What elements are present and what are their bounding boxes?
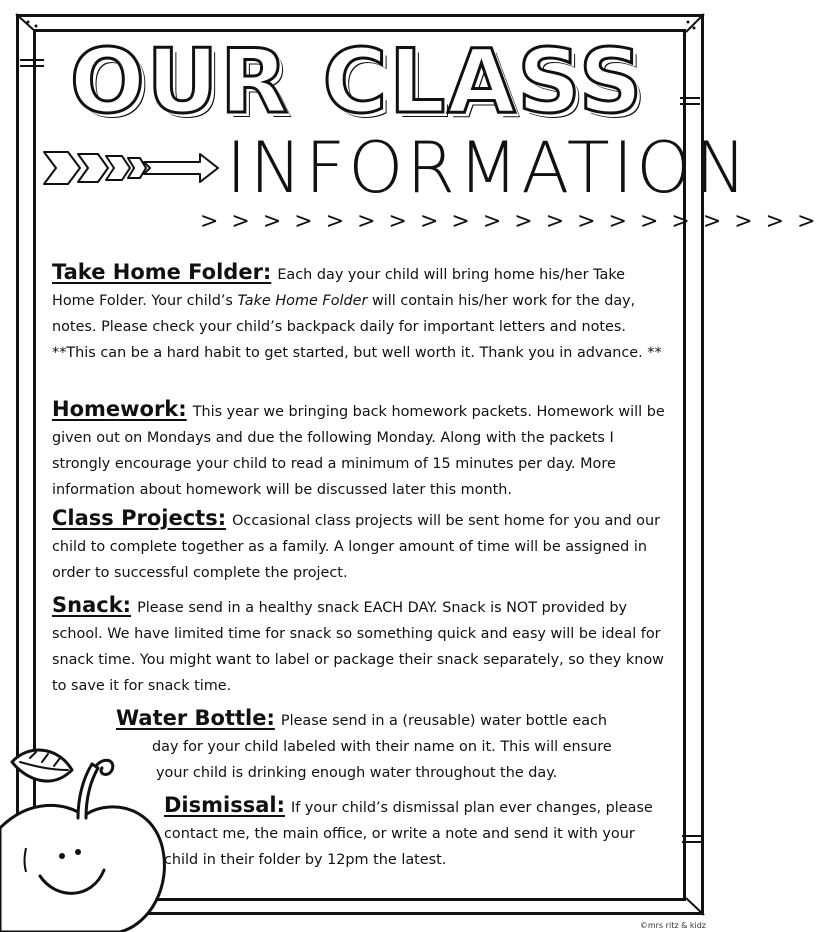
section-heading: Homework: [52,397,187,421]
section-take-home-folder [52,259,670,366]
section-text: your child is drinking enough water throughout the day. [156,765,558,781]
section-homework [52,396,670,503]
page-subtitle: INFORMATION [226,127,750,209]
copyright-note: ©mrs ritz & kidz [639,921,706,930]
apple-icon [0,740,170,932]
chevron-divider: > > > > > > > > > > > > > > > > > > > > [200,209,819,234]
section-heading: Class Projects: [52,506,227,530]
section-text: Please send in a healthy snack EACH DAY. Snack is NOT provided by school. We have limited time for snack so something quick and easy will be ideal for snack time. You might want to label or package their snack separately, so they know to save it for snack time. [52,600,664,694]
section-text-emphasis: Take Home Folder [237,293,368,309]
section-text: This year we bringing back homework packets. Homework will be given out on Mondays and due the following Monday. Along with the packets I strongly encourage your child to read a minimum of 15 minutes per day. More information about homework will be discussed later this month. [52,404,665,498]
section-water-bottle [116,705,668,786]
section-snack [52,592,670,699]
section-heading: Snack: [52,593,132,617]
section-text: Occasional class projects will be sent home for you and our child to complete together as a family. A longer amount of time will be assigned in order to successful complete the project. [52,513,661,581]
section-class-projects [52,505,670,586]
section-text: will contain his/her work for the day, notes. Please check your child’s backpack daily for important letters and notes. **This can be a hard habit to get started, but well worth it. Thank you in advance. ** [52,293,662,361]
section-heading: Dismissal: [164,793,285,817]
section-text: Please send in a (reusable) water bottle each [280,713,608,729]
section-dismissal [164,792,668,873]
section-text: Each day your child will bring home his/her Take Home Folder. Your child’s [52,267,625,309]
arrow-icon [40,146,220,190]
section-heading: Water Bottle: [116,706,275,730]
page-title: OUR CLASS [70,30,645,133]
section-text: If your child’s dismissal plan ever changes, please contact me, the main office, or write a note and send it with your child in their folder by 12pm the latest. [164,800,653,868]
section-text: day for your child labeled with their name on it. This will ensure [152,739,612,755]
section-heading: Take Home Folder: [52,260,272,284]
